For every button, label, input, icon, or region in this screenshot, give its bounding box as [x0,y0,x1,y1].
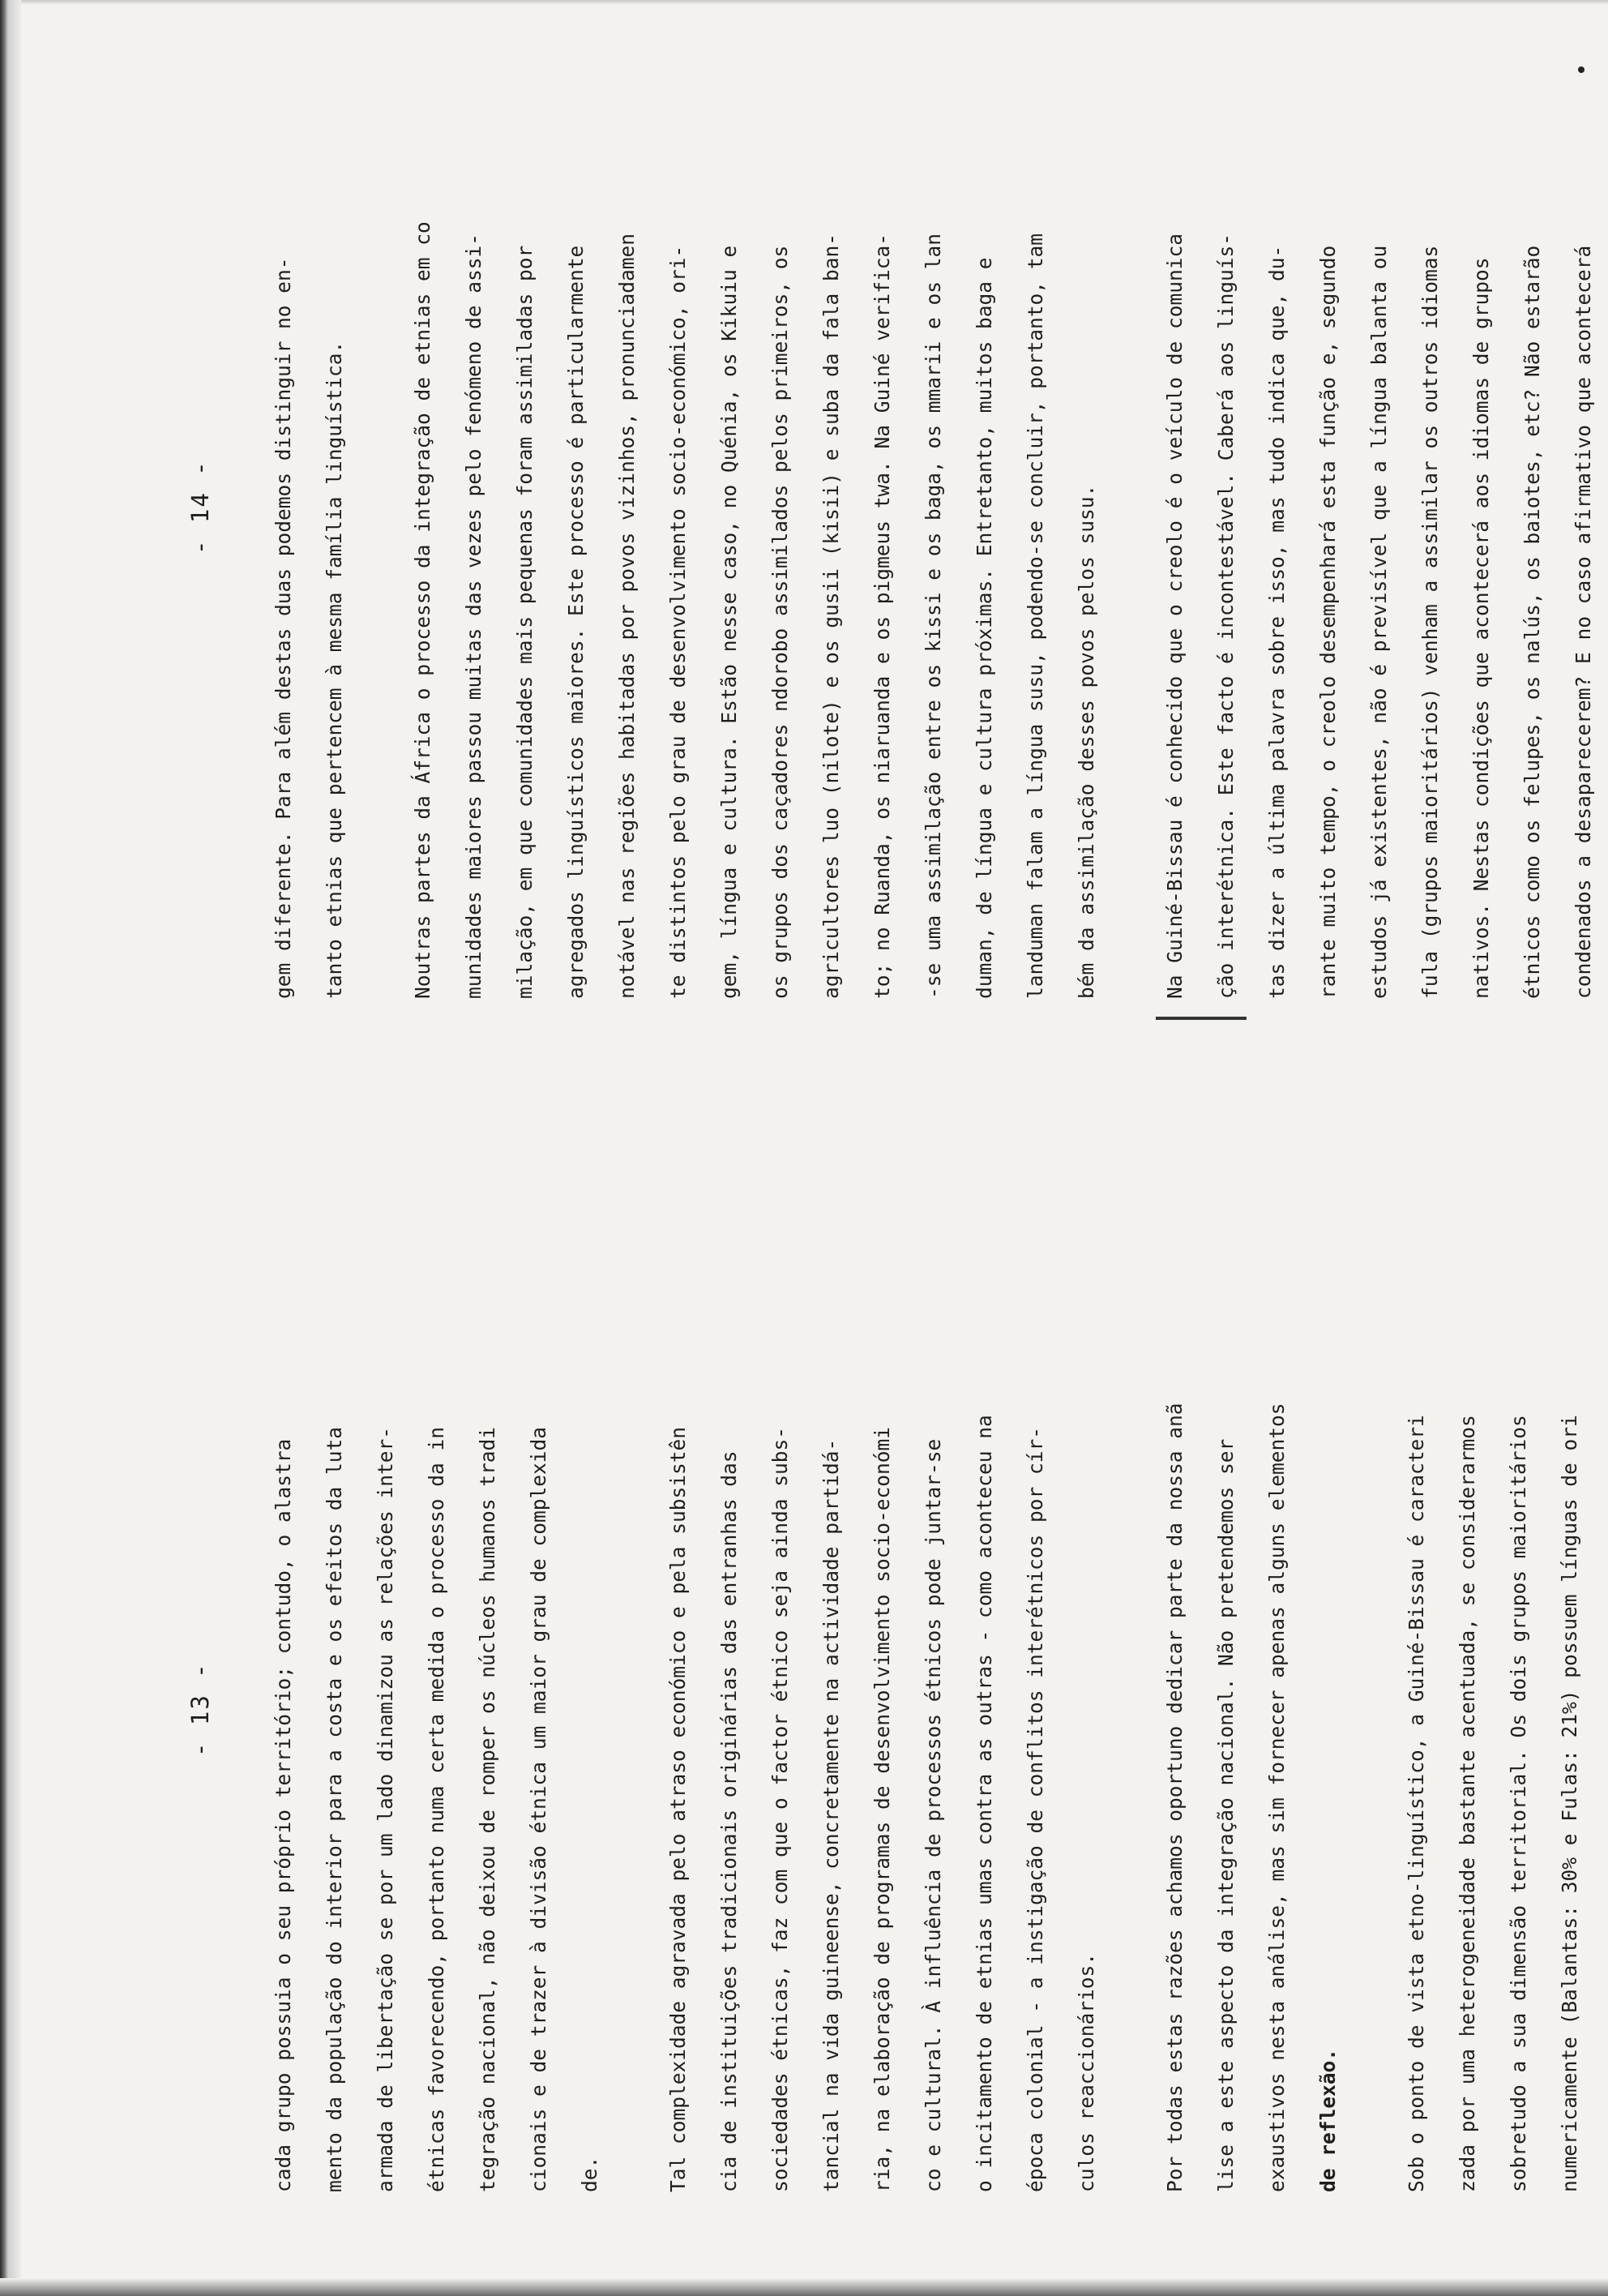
text-line: milação, em que comunidades mais pequenas foram assimiladas por [513,245,537,999]
right-page-text [258,75,1608,999]
text-line: estudos já existentes, não é previsível que a língua balanta ou [1367,245,1391,999]
text-line: tegração nacional, não deixou de romper os núcleos humanos tradi [476,1426,499,2192]
text-line: Sob o ponto de vista etno-linguístico, a Guiné-Bissau é caracteri [1405,1415,1428,2192]
text-line: ção interétnica. Este facto é incontestável. Caberá aos linguís- [1214,233,1238,999]
text-line: munidades maiores passou muitas das vezes pelo fenómeno de assi- [462,233,485,999]
text-line: de reflexão. [1316,2048,1340,2192]
right-paragraph-1 [258,75,360,999]
text-line: tanto etnias que pertencem à mesma família linguística. [323,341,346,999]
text-line: -se uma assimilação entre os kissi e os baga, os mmarii e os lan [922,233,945,999]
text-line: te distintos pelo grau de desenvolvimento socio-económico, ori- [666,245,690,999]
text-line: to; no Ruanda, os niaruanda e os pigmeus twa. Na Guiné verifica- [870,233,894,999]
text-line: armada de libertação se por um lado dinamizou as relações inter- [374,1426,397,2192]
text-line: fula (grupos maioritários) venham a assimilar os outros idiomas [1418,245,1442,999]
text-line: tas dizer a última palavra sobre isso, mas tudo indica que, du- [1265,245,1289,999]
text-line: sociedades étnicas, faz com que o factor étnico seja ainda subs- [768,1426,792,2192]
text-line: co e cultural. À influência de processos étnicos pode juntar-se [922,1438,945,2192]
page-number-right: - 14 - [186,460,214,555]
margin-mark [1156,1017,1247,1020]
text-line: tancial na vida guineense, concretamente na actividade partidá- [819,1438,843,2192]
left-paragraph-3 [1149,1268,1354,2192]
left-paragraph-4 [1391,1268,1595,2192]
text-line: Noutras partes da África o processo da integração de etnias em co [411,221,434,999]
text-line: sobretudo a sua dimensão territorial. Os dois grupos maioritários [1507,1415,1530,2192]
text-line: época colonial - a instigação de conflitos interétnicos por cír- [1024,1426,1047,2192]
text-line: étnicos como os felupes, os nalús, os baiotes, etc? Não estarão [1520,245,1544,999]
text-line: gem, língua e cultura. Estão nesse caso, no Quénia, os Kikuiu e [717,245,741,999]
text-line: mento da população do interior para a costa e os efeitos da luta [323,1426,346,2192]
right-paragraph-3 [1149,75,1608,999]
text-line: exaustivos nesta análise, mas sim fornecer apenas alguns elementos [1265,1403,1289,2192]
text-line: gem diferente. Para além destas duas podemos distinguir no en- [272,257,295,999]
text-line: bém da assimilação desses povos pelos susu. [1075,484,1098,999]
text-line: landuman falam a língua susu, podendo-se concluir, portanto, tam [1024,233,1047,999]
text-line: Na Guiné-Bissau é conhecido que o creolo é o veículo de comunica [1163,233,1187,999]
text-line: numericamente (Balantas: 30% e Fulas: 21%) possuem línguas de ori [1558,1415,1581,2192]
text-line: de. [578,2156,601,2192]
text-line: notável nas regiões habitadas por povos vizinhos, pronunciadamen [615,233,639,999]
left-paragraph-2 [652,1268,1112,2192]
text-line: os grupos dos caçadores ndorobo assimilados pelos primeiros, os [768,245,792,999]
text-line: rante muito tempo, o creolo desempenhará esta função e, segundo [1316,245,1340,999]
text-line: o incitamento de etnias umas contra as outras - como aconteceu na [973,1415,996,2192]
text-line: étnicas favorecendo, portanto numa certa medida o processo da in [425,1426,448,2192]
text-line: zada por uma heterogeneidade bastante acentuada, se considerarmos [1456,1415,1479,2192]
left-paragraph-1 [258,1268,615,2192]
text-line: Por todas estas razões achamos oportuno dedicar parte da nossa anã [1163,1403,1187,2192]
text-line: lise a este aspecto da integração nacional. Não pretendemos ser [1214,1438,1238,2192]
text-line: Tal complexidade agravada pelo atraso económico e pela subsistên [666,1426,690,2192]
text-line: agricultores luo (nilote) e os gusii (kisii) e suba da fala ban- [819,233,843,999]
text-line: nativos. Nestas condições que acontecerá aos idiomas de grupos [1469,257,1493,999]
right-paragraph-2 [397,75,1112,999]
text-line: ria, na elaboração de programas de desenvolvimento socio-económi [870,1426,894,2192]
text-line: cionais e de trazer à divisão étnica um maior grau de complexida [527,1426,550,2192]
text-line: duman, de língua e cultura próximas. Entretanto, muitos baga e [973,257,996,999]
left-page-text [258,1268,1608,2192]
text-line: cada grupo possuia o seu próprio território; contudo, o alastra [272,1438,295,2192]
text-line: culos reaccionários. [1075,1952,1098,2192]
text-line: condenados a desaparecerem? E no caso afirmativo que acontecerá [1572,245,1595,999]
text-line: agregados linguísticos maiores. Este processo é particularmente [564,245,588,999]
page-number-left: - 13 - [186,1662,214,1757]
text-line: cia de instituições tradicionais originárias das entranhas das [717,1450,741,2192]
